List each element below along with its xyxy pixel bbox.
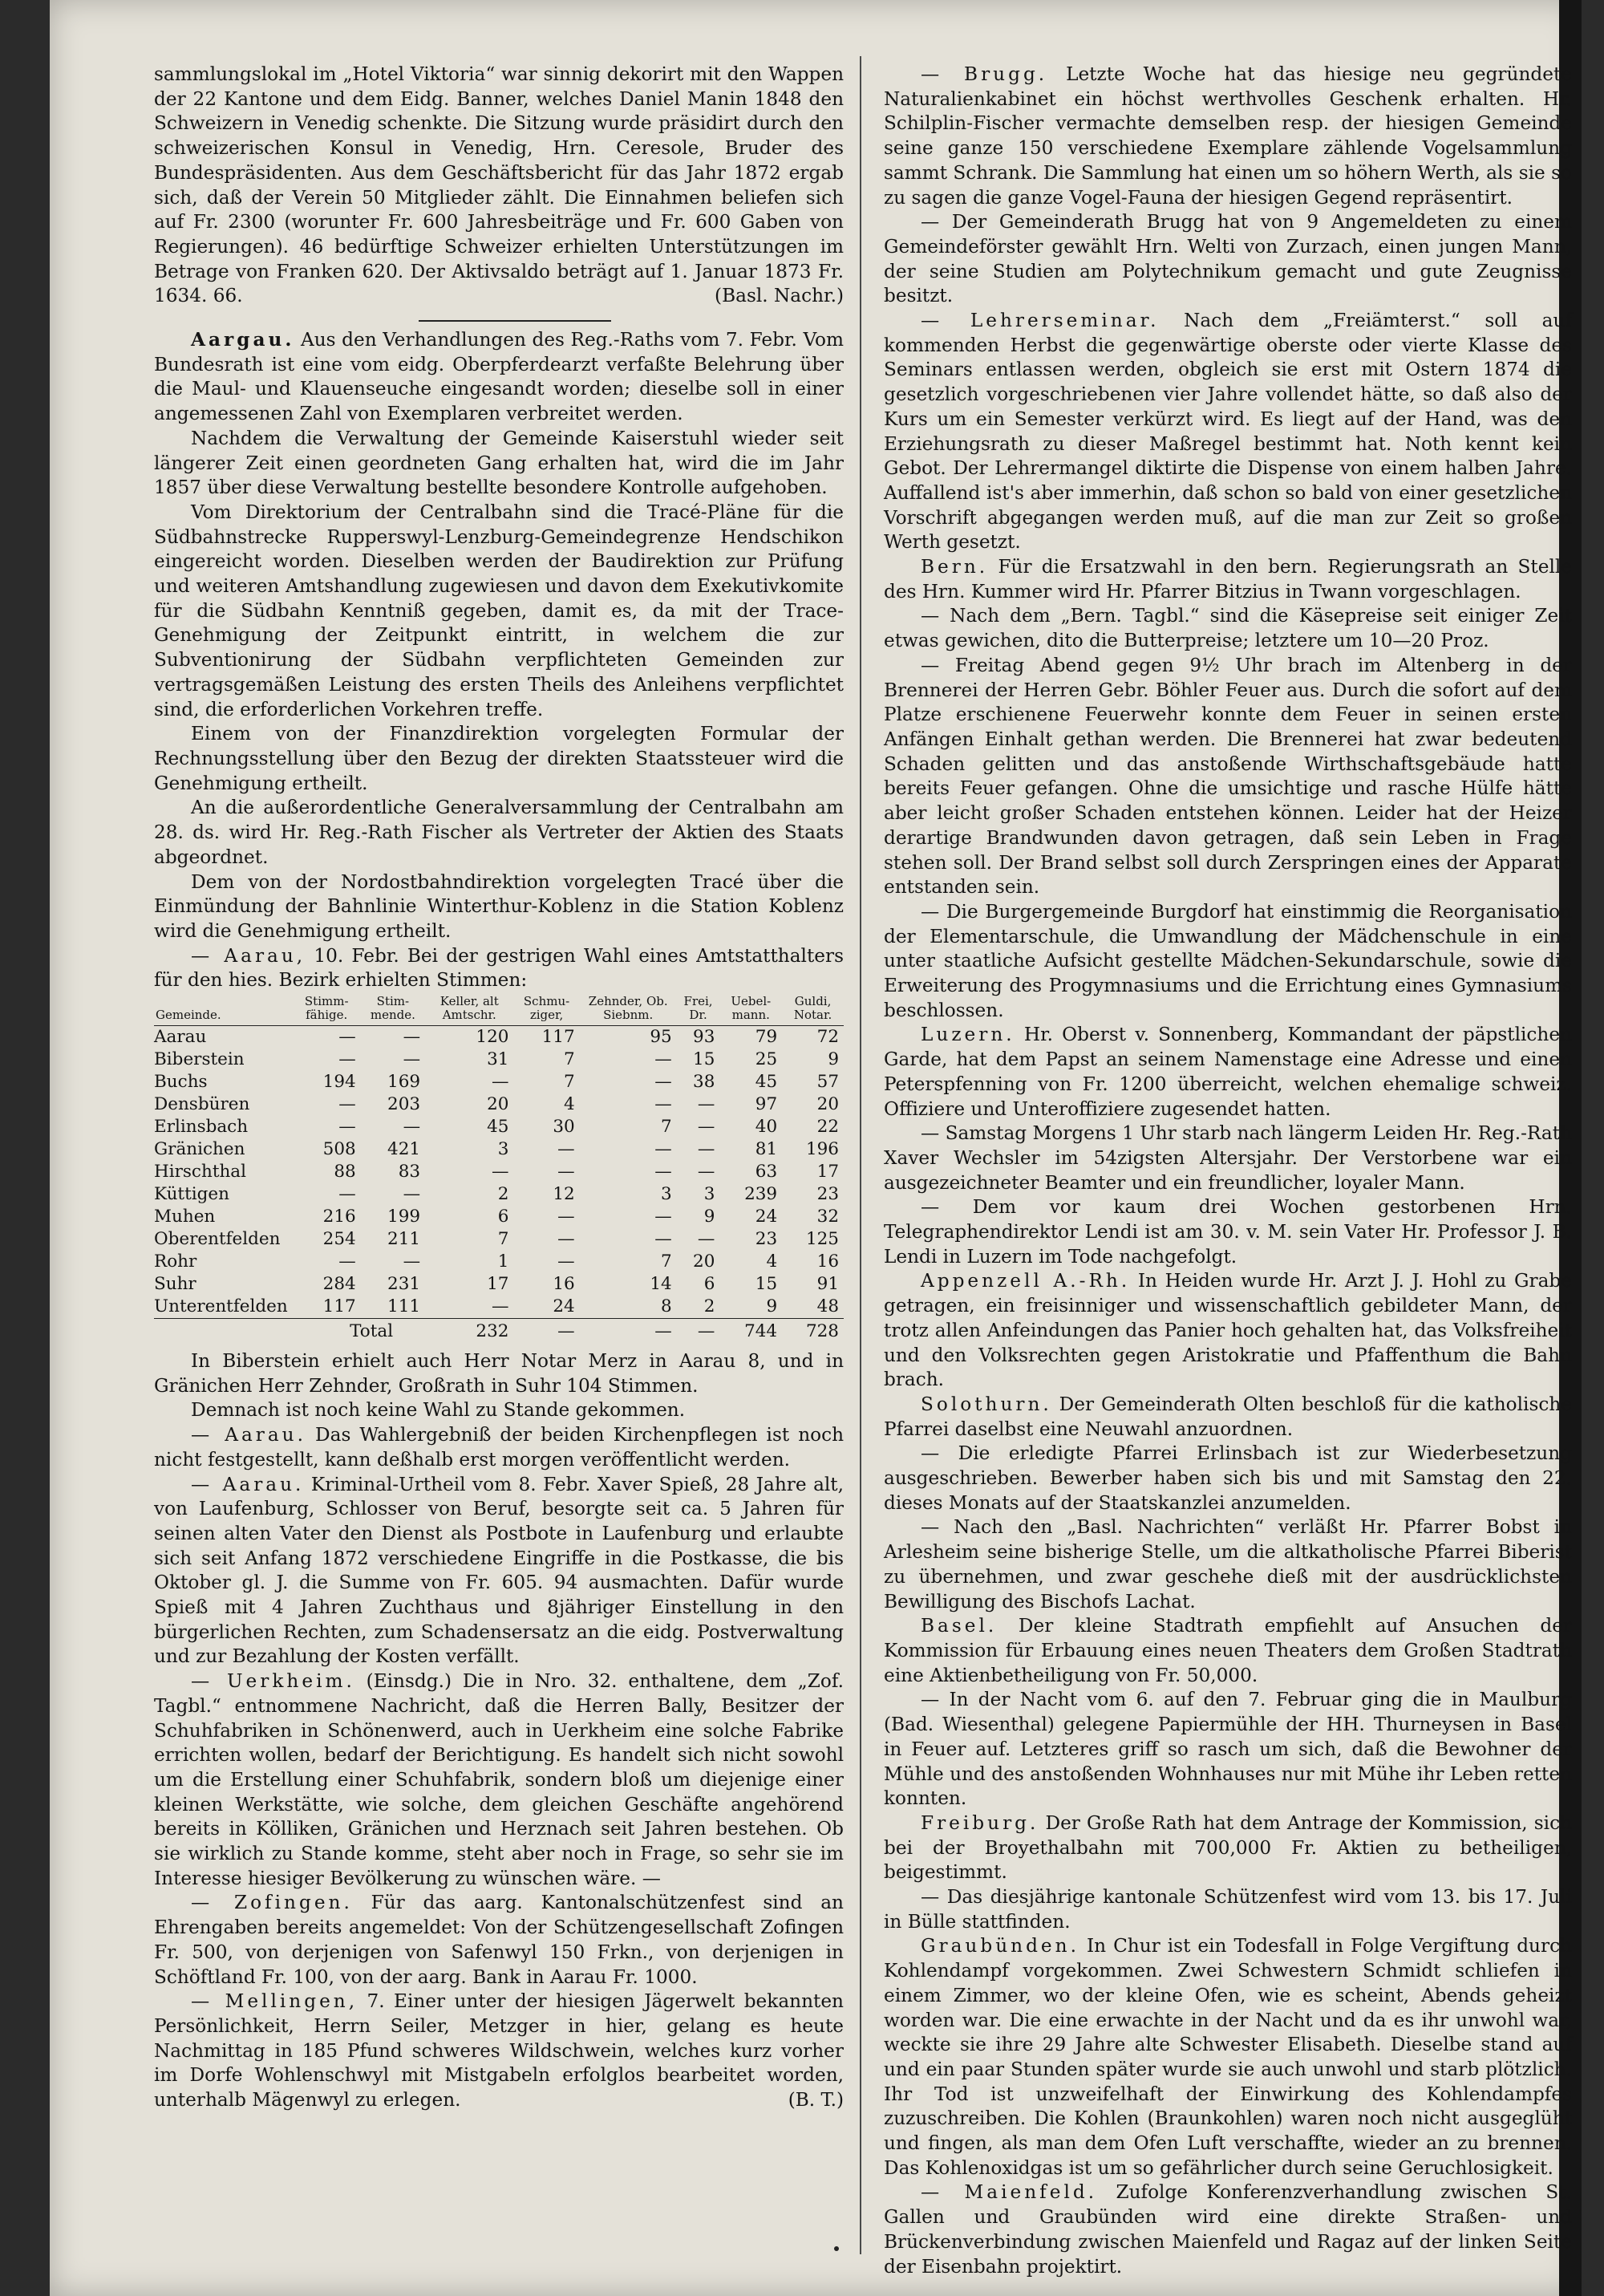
table-cell: — — [697, 1229, 715, 1250]
table-cell: 38 — [693, 1072, 715, 1093]
article-paragraph: — Aarau, 10. Febr. Bei der gestrigen Wahl eines Amtstatthalters für den hies. Bezirk erhielten Stimmen: — [154, 944, 845, 992]
article-paragraph: — Samstag Morgens 1 Uhr starb nach längerm Leiden Hr. Reg.-Rath Xaver Wechsler im 54zigsten Altersjahr. Der Verstorbene war ein ausgezeichneter Beamter und ein freundlicher, loyaler Mann. — [884, 1122, 1572, 1194]
table-cell: — — [557, 1207, 575, 1227]
table-cell: 16 — [553, 1274, 575, 1295]
place-heading: — Aarau. — [191, 1424, 306, 1446]
table-header-row — [154, 995, 844, 1026]
table-header: Gemeinde. — [154, 995, 293, 1026]
table-cell: 284 — [322, 1274, 356, 1295]
table-cell: 239 — [744, 1184, 778, 1205]
table-cell: 117 — [541, 1027, 575, 1048]
table-row — [154, 1228, 844, 1251]
table-cell: 3 — [703, 1184, 715, 1205]
table-total-row — [154, 1319, 844, 1344]
table-cell: 45 — [755, 1072, 778, 1093]
table-cell: 20 — [816, 1094, 839, 1115]
place-heading: — Aarau. — [191, 1473, 305, 1495]
article-paragraph: An die außerordentliche Generalversammlung der Centralbahn am 28. ds. wird Hr. Reg.-Rath Fischer als Vertreter der Aktien des Staats abgeordnet. — [154, 797, 844, 868]
table-cell: 232 — [425, 1319, 513, 1344]
table-cell: Aarau — [154, 1027, 207, 1048]
place-heading: — Aarau, — [191, 944, 306, 967]
table-cell: 2 — [703, 1296, 715, 1317]
table-cell: 9 — [828, 1049, 839, 1070]
place-heading: — Maienfeld. — [921, 2181, 1098, 2204]
table-cell: 4 — [766, 1251, 778, 1272]
table-cell: Gränichen — [154, 1139, 245, 1160]
article-paragraph: — Brugg. Letzte Woche hat das hiesige neu gegründete Naturalienkabinet ein höchst werthvolles Geschenk erhalten. Hr. Schilplin-Fischer vermachte demselben resp. der hiesigen Gemeinde seine ganze 150 verschiedene Exemplare zählende Vogelsammlung sammt Schrank. Die Sammlung hat einen um so höhern Werth, als sie so zu sagen die ganze Vogel-Fauna der hiesigen Gegend repräsentirt. — [884, 63, 1572, 209]
table-cell: Densbüren — [154, 1094, 250, 1115]
table-cell: 744 — [719, 1319, 782, 1344]
article-paragraph: Bern. Für die Ersatzwahl in den bern. Regierungsrath an Stelle des Hrn. Kummer wird Hr. Pfarrer Bitzius in Twann vorgeschlagen. — [884, 556, 1573, 602]
table-cell: — — [654, 1072, 672, 1093]
place-heading: — Uerkheim. — [191, 1670, 355, 1693]
table-cell: — — [697, 1162, 715, 1182]
place-heading: — Brugg. — [921, 63, 1048, 85]
place-heading: — Mellingen, — [191, 1990, 358, 2013]
table-cell: — — [403, 1049, 421, 1070]
table-cell: Unterentfelden — [154, 1296, 288, 1317]
table-cell: 7 — [563, 1072, 575, 1093]
table-cell: — — [403, 1027, 421, 1048]
ink-dot — [834, 2246, 839, 2251]
section-rule — [419, 320, 611, 322]
table-cell: 93 — [693, 1027, 715, 1048]
table-cell: — — [557, 1251, 575, 1272]
article-paragraph: Aargau. Aus den Verhandlungen des Reg.-Raths vom 7. Febr. Vom Bundesrath ist eine vom eidg. Oberpferdearzt verfaßte Belehrung über die Maul- und Klauenseuche eingesandt worden; dieselbe soll in einer angemessenen Zahl von Exemplaren verbreitet werden. — [154, 329, 845, 425]
table-cell: — — [557, 1162, 575, 1182]
table-cell: 12 — [553, 1184, 575, 1205]
article-paragraph: — Maienfeld. Zufolge Konferenzverhandlung zwischen St. Gallen und Graubünden wird eine direkte Straßen- und Brückenverbindung zwischen Maienfeld und Ragaz auf der linken Seite der Eisenbahn projektirt. — [884, 2181, 1572, 2278]
table-cell: Küttigen — [154, 1184, 229, 1205]
table-cell: 7 — [661, 1117, 672, 1138]
table-cell: 32 — [816, 1207, 839, 1227]
article-paragraph: Graubünden. In Chur ist ein Todesfall in Folge Vergiftung durch Kohlendampf vorgekommen. Zwei Schwestern Schmidt schliefen in einem Zimmer, wo der kleine Ofen, wie es scheint, Abends geheizt worden war. Die eine erwachte in der Nacht und da es ihr unwohl war, weckte sie ihre 29 Jahre alte Schwester Elisabeth. Dieselbe stand auf und ein paar Stunden später wurde sie auch unwohl und starb plötzlich. Ihr Tod ist unzweifelhaft der Einwirkung des Kohlendampfes zuzuschreiben. Die Kohlen (Braunkohlen) waren noch nicht ausgeglüht und fingen, als man dem Ofen Luft verschaffte, wieder an zu brennen. Das Kohlenoxidgas ist um so gefährlicher durch seine Geruchlosigkeit. — [884, 1935, 1572, 2179]
article-paragraph: Nachdem die Verwaltung der Gemeinde Kaiserstuhl wieder seit längerer Zeit einen geordneten Gang erhalten hat, wird die im Jahr 1857 über diese Verwaltung bestellte besondere Kontrolle aufgehoben. — [154, 427, 844, 499]
place-heading: — Lehrerseminar. — [921, 310, 1160, 332]
table-cell: 23 — [755, 1229, 778, 1250]
table-cell: 9 — [766, 1296, 778, 1317]
article-paragraph: — Nach dem „Bern. Tagbl.“ sind die Käsepreise seit einiger Zeit etwas gewichen, dito die Butterpreise; letztere um 10—20 Proz. — [884, 605, 1572, 652]
table-cell: — — [654, 1139, 672, 1160]
table-cell: 20 — [693, 1251, 715, 1272]
table-cell: — — [338, 1027, 356, 1048]
table-header: Uebel-mann. — [719, 995, 782, 1026]
article-paragraph: Vom Direktorium der Centralbahn sind die Tracé-Pläne für die Südbahnstrecke Rupperswyl-Lenzburg-Gemeindegrenze Hendschikon eingereicht worden. Dieselben werden der Baudirektion zur Prüfung und weiteren Amtshandlung zugewiesen und davon dem Exekutivkomite für die Südbahn Kenntniß gegeben, damit es, da mit der Trace-Genehmigung der Zeitpunkt eintritt, in welchem die zur Subventionirung der Südbahn verpflichteten Gemeinden zur vertragsgemäßen Leistung des ersten Theils des Anleihens verpflichtet sind, die erforderlichen Vorkehren treffe. — [154, 501, 844, 720]
place-heading: Freiburg. — [921, 1811, 1039, 1834]
table-cell: 63 — [755, 1162, 778, 1182]
table-cell: 24 — [553, 1296, 575, 1317]
article-paragraph: — In der Nacht vom 6. auf den 7. Februar ging die in Maulburg (Bad. Wiesenthal) gelegene Papiermühle der HH. Thurneysen in Basel in Feuer auf. Letzteres griff so rasch um sich, daß die Bewohner der Mühle und des anstoßenden Wohnhauses nur mit Mühe ihr Leben retten konnten. — [884, 1689, 1572, 1810]
table-cell: 199 — [387, 1207, 421, 1227]
table-cell: 6 — [703, 1274, 715, 1295]
table-cell: 7 — [661, 1251, 672, 1272]
article-paragraph: — Mellingen, 7. Einer unter der hiesigen Jägerwelt bekannten Persönlichkeit, Herrn Seiler, Metzger in hier, gelang es heute Nachmittag in 185 Pfund schweres Wildschwein, welches kurz vorher im Dorfe Wohlenschwyl mit Mistgabeln erfolglos bearbeitet worden, unterhalb Mägenwyl zu erlegen. (B. T.) — [154, 1990, 844, 2113]
table-row — [154, 1161, 844, 1183]
source-note: (B. T.) — [788, 2089, 844, 2111]
table-cell: — — [654, 1162, 672, 1182]
table-header: Frei, Dr. — [677, 995, 720, 1026]
table-cell: — — [697, 1117, 715, 1138]
article-paragraph: sammlungslokal im „Hotel Viktoria“ war sinnig dekorirt mit den Wappen der 22 Kantone und dem Eidg. Banner, welches Daniel Manin 1848 den Schweizern in Venedig schenkte. Die Sitzung wurde präsidirt durch den schweizerischen Konsul in Venedig, Hrn. Ceresole, Bruder des Bundespräsidenten. Aus dem Geschäftsbericht für das Jahr 1872 ergab sich, daß der Verein 50 Mitglieder zählt. Die Einnahmen beliefen sich auf Fr. 2300 (worunter Fr. 600 Jahresbeiträge und Fr. 600 Gaben von Regierungen). 46 bedürftige Schweizer erhielten Unterstützungen im Betrage von Franken 620. Der Aktivsaldo beträgt auf 1. Januar 1873 Fr. 1634. 66. (Basl. Nachr.) — [154, 63, 844, 309]
table-cell: 421 — [387, 1139, 421, 1160]
table-row — [154, 1071, 844, 1093]
right-column — [884, 63, 1572, 2279]
table-cell: — — [654, 1049, 672, 1070]
table-cell: — — [338, 1251, 356, 1272]
table-cell: Total — [154, 1319, 425, 1344]
table-cell: 1 — [497, 1251, 509, 1272]
table-cell: 88 — [334, 1162, 356, 1182]
article-paragraph: In Biberstein erhielt auch Herr Notar Merz in Aarau 8, und in Gränichen Herr Zehnder, Großrath in Suhr 104 Stimmen. — [154, 1350, 844, 1397]
table-cell: — — [491, 1072, 509, 1093]
table-cell: 4 — [563, 1094, 575, 1115]
article-paragraph: — Aarau. Das Wahlergebniß der beiden Kirchenpflegen ist noch nicht festgestellt, kann deßhalb erst morgen veröffentlicht werden. — [154, 1424, 845, 1470]
table-header: Keller, alt Amtschr. — [425, 995, 513, 1026]
table-row — [154, 1273, 844, 1296]
article-paragraph: Solothurn. Der Gemeinderath Olten beschloß für die katholische Pfarrei daselbst eine Neuwahl anzuordnen. — [884, 1393, 1573, 1440]
table-cell: 17 — [816, 1162, 839, 1182]
table-cell: 91 — [816, 1274, 839, 1295]
table-cell: — — [338, 1117, 356, 1138]
place-heading: Appenzell A.-Rh. — [921, 1270, 1131, 1292]
table-cell: 211 — [387, 1229, 421, 1250]
table-cell: 23 — [816, 1184, 839, 1205]
table-cell: — — [557, 1139, 575, 1160]
place-heading: — Zofingen. — [191, 1892, 353, 1914]
table-cell: 169 — [387, 1072, 421, 1093]
table-header: Stimm-fähige. — [293, 995, 361, 1026]
place-heading: Luzern. — [921, 1024, 1015, 1046]
table-cell: 111 — [387, 1296, 421, 1317]
table-body — [154, 1026, 844, 1319]
table-cell: 125 — [805, 1229, 839, 1250]
table-row — [154, 1138, 844, 1161]
table-header: Stim-mende. — [361, 995, 425, 1026]
table-cell: — — [697, 1139, 715, 1160]
table-cell: 216 — [322, 1207, 356, 1227]
article-paragraph: — Dem vor kaum drei Wochen gestorbenen Hrn. Telegraphendirektor Lendi ist am 30. v. M. sein Vater Hr. Professor J. B. Lendi in Luzern im Tode nachgefolgt. — [884, 1196, 1572, 1268]
table-cell: — — [697, 1094, 715, 1115]
table-cell: — — [654, 1207, 672, 1227]
place-heading: Graubünden. — [921, 1935, 1079, 1957]
newspaper-page — [50, 0, 1582, 2296]
article-paragraph: — Lehrerseminar. Nach dem „Freiämterst.“ soll auf kommenden Herbst die gegenwärtige oberste oder vierte Klasse des Seminars entlassen werden, obgleich sie erst mit Ostern 1874 die gesetzlich vorgeschriebenen vier Jahre vollendet hätte, so daß also der Kurs um ein Semester verkürzt wird. Es liegt auf der Hand, was den Erziehungsrath zu dieser Maßregel bestimmt hat. Noth kennt kein Gebot. Der Lehrermangel diktirte die Dispense von einem halben Jahre. Auffallend ist's aber immerhin, daß schon so bald von einer gesetzlichen Vorschrift abgegangen werden muß, auf die man zur Zeit so großen Werth gesetzt. — [884, 310, 1572, 554]
table-cell: — — [338, 1049, 356, 1070]
table-header: Guldi, Notar. — [782, 995, 844, 1026]
table-cell: 8 — [661, 1296, 672, 1317]
table-cell: — — [557, 1229, 575, 1250]
article-paragraph: — Uerkheim. (Einsdg.) Die in Nro. 32. enthaltene, dem „Zof. Tagbl.“ entnommene Nachricht, daß die Herren Bally, Besitzer der Schuhfabriken in Schönenwerd, auch in Uerkheim eine solche Fabrike errichten wollen, bedarf der Berichtigung. Es handelt sich nicht sowohl um die Erstellung einer Schuhfabrik, sondern bloß um diejenige einer kleinen Werkstätte, wie solche, dem gleichen Geschäfte angehörend bereits in Kölliken, Gränichen und Herznach seit Jahren bestehen. Ob sie wirklich zu Stande komme, steht aber noch in Frage, so sehr sie im Interesse hiesiger Bevölkerung zu wünschen wäre. — — [154, 1670, 844, 1889]
article-paragraph: — Die erledigte Pfarrei Erlinsbach ist zur Wiederbesetzung ausgeschrieben. Bewerber haben sich bis und mit Samstag den 22. dieses Monats auf der Staatskanzlei anzumelden. — [884, 1442, 1572, 1514]
table-cell: 15 — [755, 1274, 778, 1295]
table-cell: — — [403, 1117, 421, 1138]
article-paragraph: Basel. Der kleine Stadtrath empfiehlt auf Ansuchen der Kommission für Erbauung eines neuen Theaters dem Großen Stadtrath eine Aktienbetheiligung von Fr. 50,000. — [884, 1615, 1573, 1686]
article-paragraph: — Freitag Abend gegen 9½ Uhr brach im Altenberg in der Brennerei der Herren Gebr. Böhler Feuer aus. Durch die sofort auf dem Platze erschienene Feuerwehr konnte dem Feuer in seinen ersten Anfängen Einhalt gethan werden. Die Brennerei hat zwar bedeutend Schaden gelitten und das anstoßende Wirthschaftsgebäude hatte bereits Feuer gefangen. Ohne die umsichtige und rasche Hülfe hätte aber leicht großer Schaden entstehen können. Leider hat der Heizer derartige Brandwunden davon getragen, daß sein Leben in Frage stehen soll. Der Brand selbst soll durch Zerspringen eines der Apparate entstanden sein. — [884, 654, 1572, 899]
table-cell: 117 — [322, 1296, 356, 1317]
table-cell: Suhr — [154, 1274, 196, 1295]
table-cell: 15 — [693, 1049, 715, 1070]
table-cell: 24 — [755, 1207, 778, 1227]
table-cell: — — [491, 1296, 509, 1317]
table-row — [154, 1251, 844, 1273]
table-row — [154, 1026, 844, 1049]
table-cell: — — [403, 1251, 421, 1272]
table-cell: 22 — [816, 1117, 839, 1138]
table-cell: 3 — [661, 1184, 672, 1205]
table-cell: 203 — [387, 1094, 421, 1115]
table-cell: 97 — [755, 1094, 778, 1115]
article-paragraph: Luzern. Hr. Oberst v. Sonnenberg, Kommandant der päpstlichen Garde, hat dem Papst an seinem Namenstage eine Adresse und einen Peterspfenning von Fr. 1200 überreicht, welchen ehemalige schweiz. Offiziere und Unteroffiziere zugesendet hatten. — [884, 1024, 1572, 1120]
election-results-table — [154, 995, 844, 1343]
table-cell: Hirschthal — [154, 1162, 247, 1182]
table-cell: 3 — [497, 1139, 509, 1160]
place-heading: Bern. — [921, 556, 989, 578]
table-cell: 17 — [487, 1274, 509, 1295]
table-cell: 25 — [755, 1049, 778, 1070]
table-cell: Buchs — [154, 1072, 208, 1093]
table-cell: 9 — [703, 1207, 715, 1227]
article-paragraph: — Aarau. Kriminal-Urtheil vom 8. Febr. Xaver Spieß, 28 Jahre alt, von Laufenburg, Schlosser von Beruf, besorgte seit ca. 5 Jahren für seinen alten Vater den Dienst als Postbote in Laufenburg und erlaubte sich seit Anfang 1872 verschiedene Eingriffe in die Postkasse, die bis Oktober gl. J. die Summe von Fr. 605. 94 ausmachten. Dafür wurde Spieß mit 4 Jahren Zuchthaus und 8jähriger Einstellung in den bürgerlichen Rechten, zum Schadensersatz an die eidg. Postverwaltung und zur Bezahlung der Kosten verfällt. — [154, 1473, 844, 1668]
left-column — [154, 63, 844, 2113]
source-note: (Basl. Nachr.) — [715, 285, 844, 307]
table-cell: 2 — [497, 1184, 509, 1205]
table-cell: 254 — [322, 1229, 356, 1250]
table-cell: 95 — [650, 1027, 672, 1048]
table-cell: Biberstein — [154, 1049, 245, 1070]
table-cell: 728 — [782, 1319, 844, 1344]
table-cell: 45 — [487, 1117, 509, 1138]
article-paragraph: Dem von der Nordostbahndirektion vorgelegten Tracé über die Einmündung der Bahnlinie Winterthur-Koblenz in die Station Koblenz wird die Genehmigung ertheilt. — [154, 870, 844, 942]
table-cell: 72 — [816, 1027, 839, 1048]
table-cell: 231 — [387, 1274, 421, 1295]
table-row — [154, 1183, 844, 1206]
table-cell: — — [677, 1319, 720, 1344]
table-cell: Rohr — [154, 1251, 197, 1272]
table-cell: 81 — [755, 1139, 778, 1160]
article-paragraph: Einem von der Finanzdirektion vorgelegten Formular der Rechnungsstellung über den Bezug der direkten Staatssteuer wird die Genehmigung ertheilt. — [154, 723, 844, 794]
table-header: Zehnder, Ob. Siebnm. — [580, 995, 677, 1026]
table-cell: 16 — [816, 1251, 839, 1272]
table-cell: — — [403, 1184, 421, 1205]
place-heading: Basel. — [921, 1615, 998, 1637]
table-row — [154, 1206, 844, 1228]
table-row — [154, 1049, 844, 1071]
article-paragraph: — Das diesjährige kantonale Schützenfest wird vom 13. bis 17. Juli in Bülle stattfinden. — [884, 1886, 1572, 1933]
table-cell: Oberentfelden — [154, 1229, 281, 1250]
article-paragraph: — Zofingen. Für das aarg. Kantonalschützenfest sind an Ehrengaben bereits angemeldet: Von der Schützengesellschaft Zofingen Fr. 500, von derjenigen von Safenwyl 150 Frkn., von derjenigen in Schöftland Fr. 100, von der aarg. Bank in Aarau Fr. 1000. — [154, 1892, 844, 1988]
table-cell: 31 — [487, 1049, 509, 1070]
table-cell: — — [654, 1094, 672, 1115]
table-cell: 508 — [322, 1139, 356, 1160]
place-heading: Aargau. — [191, 329, 295, 351]
article-paragraph: Demnach ist noch keine Wahl zu Stande gekommen. — [191, 1399, 686, 1422]
table-cell: 83 — [398, 1162, 421, 1182]
article-paragraph: — Nach den „Basl. Nachrichten“ verläßt Hr. Pfarrer Bobst in Arlesheim seine bisherige Stelle, um die altkatholische Pfarrei Biberist zu übernehmen, und zwar geschehe dieß mit der ausdrücklichsten Bewilligung des Bischofs Lachat. — [884, 1516, 1572, 1612]
table-cell: 194 — [322, 1072, 356, 1093]
table-row — [154, 1116, 844, 1138]
table-header: Schmu-ziger, — [513, 995, 579, 1026]
table-cell: Muhen — [154, 1207, 216, 1227]
article-paragraph: — Der Gemeinderath Brugg hat von 9 Angemeldeten zu einem Gemeindeförster gewählt Hrn. Welti von Zurzach, einen jungen Mann, der seine Studien am Polytechnikum gemacht und gute Zeugnisse besitzt. — [884, 211, 1572, 307]
table-cell: — — [491, 1162, 509, 1182]
table-cell: 196 — [805, 1139, 839, 1160]
table-cell: 6 — [497, 1207, 509, 1227]
place-heading: Solothurn. — [921, 1393, 1052, 1415]
table-row — [154, 1093, 844, 1116]
table-cell: 57 — [816, 1072, 839, 1093]
table-cell: 7 — [563, 1049, 575, 1070]
table-cell: 40 — [755, 1117, 778, 1138]
article-paragraph: Freiburg. Der Große Rath hat dem Antrage der Kommission, sich bei der Broyethalbahn mit 700,000 Fr. Aktien zu betheiligen, beigestimmt. — [884, 1811, 1572, 1884]
article-paragraph: Appenzell A.-Rh. In Heiden wurde Hr. Arzt J. J. Hohl zu Grabe getragen, ein freisinniger und wissenschaftlich gebildeter Mann, der trotz allen Anfeindungen das Panier hoch gehalten hat, das Volksfreiheit und den Volksrechten gegen Aristokratie und Pfaffenthum die Bahn brach. — [884, 1270, 1573, 1391]
table-cell: — — [513, 1319, 579, 1344]
table-cell: 20 — [487, 1094, 509, 1115]
table-cell: Erlinsbach — [154, 1117, 249, 1138]
table-cell: 120 — [476, 1027, 509, 1048]
article-paragraph: — Die Burgergemeinde Burgdorf hat einstimmig die Reorganisation der Elementarschule, die Umwandlung der Mädchenschule in eine unter staatliche Aufsicht gestellte Mädchen-Sekundarschule, sowie die Erweiterung des Progymnasiums und die Errichtung eines Gymnasiums beschlossen. — [884, 900, 1572, 1021]
table-cell: — — [580, 1319, 677, 1344]
column-divider — [860, 56, 861, 2254]
table-cell: — — [338, 1094, 356, 1115]
table-cell: 48 — [816, 1296, 839, 1317]
table-cell: 79 — [755, 1027, 778, 1048]
table-row — [154, 1296, 844, 1319]
table-cell: — — [338, 1184, 356, 1205]
table-cell: 14 — [650, 1274, 672, 1295]
table-cell: 7 — [497, 1229, 509, 1250]
table-cell: 30 — [553, 1117, 575, 1138]
table-cell: — — [654, 1229, 672, 1250]
